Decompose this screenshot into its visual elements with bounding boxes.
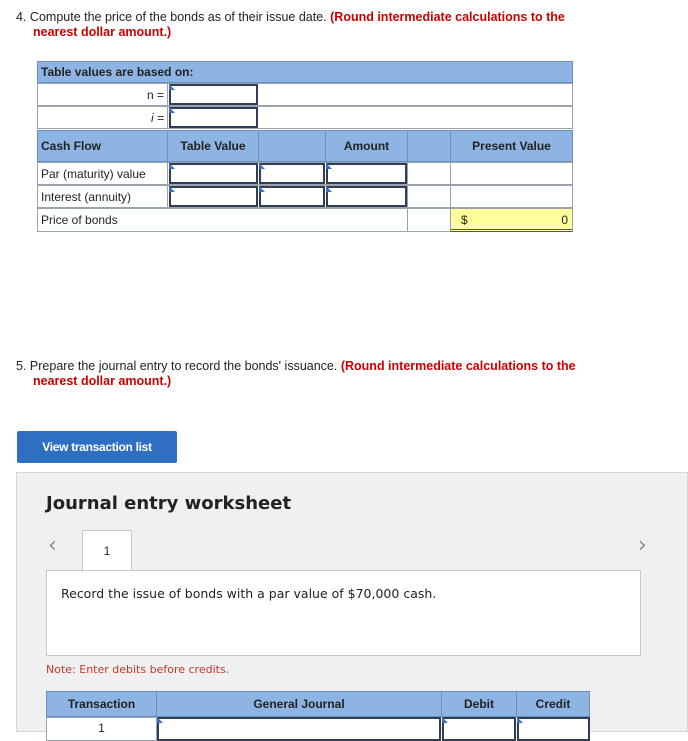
row-par-gap [407,162,451,185]
worksheet-title: Journal entry worksheet [46,493,292,514]
interest-amount-input[interactable] [326,186,407,207]
n-label-cell [37,83,168,106]
row-par-pv [450,162,573,185]
n-input[interactable] [169,84,258,105]
question-5-note-line1: (Round intermediate calculations to the [340,359,576,373]
question-4-note-line2: nearest dollar amount.) [33,25,172,39]
price-currency: $ [461,213,468,227]
col-table-value: Table Value [167,130,259,162]
chevron-left-icon[interactable]: ‹ [48,533,57,558]
table-values-header: Table values are based on: [37,61,573,83]
col-debit: Debit [441,691,517,717]
col-present-value: Present Value [450,130,573,162]
par-mid-input[interactable] [259,163,325,184]
row-interest-label: Interest (annuity) [37,185,168,208]
col-cash-flow: Cash Flow [37,130,168,162]
row1-account-input[interactable] [157,717,441,741]
price-total-cell [450,208,573,232]
row-interest-pv [450,185,573,208]
col-spacer-2 [407,130,451,162]
row-interest-gap [407,185,451,208]
question-4-text: Compute the price of the bonds as of their issue date. [29,10,327,24]
par-table-value-input[interactable] [169,163,258,184]
i-label-cell [37,106,168,129]
question-5-number: 5. [16,359,27,373]
transaction-description-box [46,570,641,656]
col-amount: Amount [325,130,408,162]
col-general-journal: General Journal [156,691,442,717]
tab-1[interactable]: 1 [82,530,132,571]
debits-note: Note: Enter debits before credits. [46,663,230,676]
question-5-note-line2: nearest dollar amount.) [33,374,172,388]
i-input[interactable] [169,107,258,128]
price-value: 0 [561,213,568,227]
col-spacer-1 [258,130,326,162]
i-label: i = [150,111,164,125]
row-par-label: Par (maturity) value [37,162,168,185]
chevron-right-icon[interactable]: › [638,533,647,558]
row1-transaction: 1 [46,717,157,741]
view-transaction-list-button[interactable]: View transaction list [17,431,177,463]
col-credit: Credit [516,691,590,717]
transaction-description: Record the issue of bonds with a par value of $70,000 cash. [61,586,437,601]
col-transaction: Transaction [46,691,157,717]
interest-table-value-input[interactable] [169,186,258,207]
price-gap [407,208,451,232]
question-5 [16,359,636,374]
question-4 [16,10,565,25]
question-4-number: 4. [16,10,27,24]
row-price-label: Price of bonds [37,208,408,232]
row1-debit-input[interactable] [442,717,516,741]
n-label: n = [146,88,164,102]
question-5-text: Prepare the journal entry to record the bonds' issuance. [29,359,338,373]
interest-mid-input[interactable] [259,186,325,207]
par-amount-input[interactable] [326,163,407,184]
row1-credit-input[interactable] [517,717,590,741]
question-4-note-line1: (Round intermediate calculations to the [330,10,565,24]
